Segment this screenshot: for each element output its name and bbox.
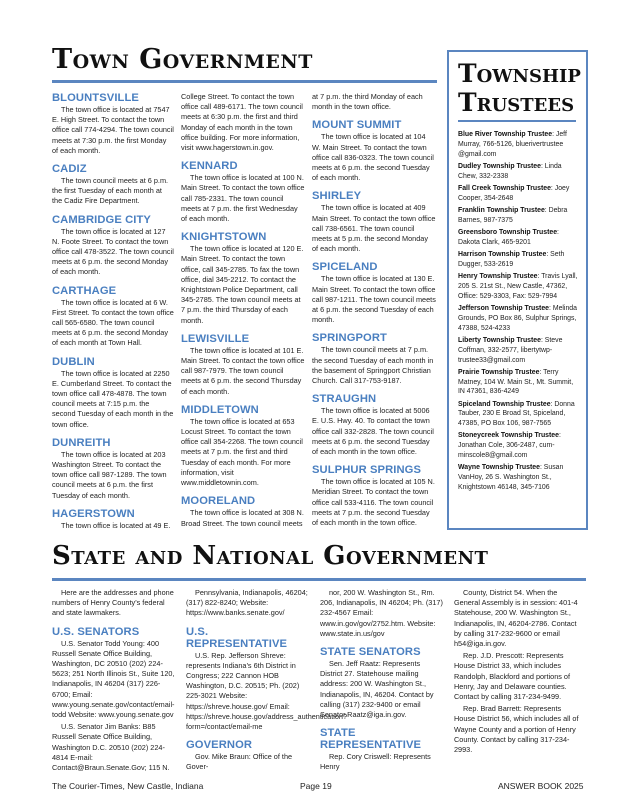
state-column-3 bbox=[320, 588, 444, 775]
section-heading: MOUNT SUMMIT bbox=[312, 119, 402, 132]
trustee-entry bbox=[458, 400, 580, 430]
trustee-label: Fall Creek Township Trustee bbox=[458, 184, 551, 192]
state-column-4 bbox=[454, 588, 582, 757]
section-heading: SPRINGPORT bbox=[312, 332, 387, 345]
section-body: Gov. Mike Braun: Office of the Gover- bbox=[186, 752, 293, 772]
trustee-label: Dudley Township Trustee bbox=[458, 162, 541, 170]
section-body: The town office is located at 409 Main Street. To contact the town office call 738-6561. The town council meets at 5 p.m. the second Monday of each month. bbox=[312, 203, 436, 254]
section-body: College Street. To contact the town office call 489-6171. The town council meets at 6:30 p.m. the first and third Monday of each month in the town office building. For more information, visit www.hagerstown.in.gov. bbox=[181, 92, 303, 153]
town-column-2 bbox=[181, 92, 305, 531]
town-title-rule bbox=[52, 80, 437, 83]
trustee-label: Stoneycreek Township Trustee bbox=[458, 432, 559, 440]
section-heading: SULPHUR SPRINGS bbox=[312, 464, 422, 477]
section-body: Pennsylvania, Indianapolis, 46204; (317) 822-8240; Website: https://www.banks.senate.gov/ bbox=[186, 588, 308, 618]
trustee-entry bbox=[458, 228, 580, 248]
trustee-entry bbox=[458, 463, 580, 493]
trustee-entry bbox=[458, 162, 580, 182]
section-body: The town office is located at 7547 E. High Street. To contact the town office call 774-4294. The town council meets at 7:30 p.m. the first Monday of each month. bbox=[52, 105, 174, 155]
section-body: The town office is located at 104 W. Main Street. To contact the town office call 836-0323. The town council meets at 6 p.m. the second Tuesday of each month. bbox=[312, 132, 434, 183]
section-body: The town office is located at 49 E. bbox=[61, 520, 171, 530]
section-heading: SHIRLEY bbox=[312, 190, 362, 203]
section-body: The town office is located at 101 E. Main Street. To contact the town office call 987-7979. The town council meets at 6 p.m. the second Thursday of each month. bbox=[181, 345, 305, 396]
section-heading: STATE SENATORS bbox=[320, 646, 421, 659]
section-body: The town office is located at 105 N. Meridian Street. To contact the town office call 533-4116. The town council meets at 7 p.m. the second Tuesday of each month in the town office. bbox=[312, 477, 435, 528]
trustee-label: Franklin Township Trustee bbox=[458, 206, 545, 214]
trustee-contact: : Jonathan Cole, 306-2487, cumminscole8@gmail.com bbox=[458, 432, 561, 460]
section-heading: U.S. SENATORS bbox=[52, 625, 140, 638]
trustee-entry bbox=[458, 184, 580, 204]
section-heading: LEWISVILLE bbox=[181, 332, 250, 345]
trustee-contact: : Donna Tauber, 230 E Broad St, Spiceland, 47385, PO Box 106, 987-7565 bbox=[458, 400, 575, 428]
trustee-entry bbox=[458, 206, 580, 226]
section-heading: STATE REPRESENTATIVE bbox=[320, 727, 422, 752]
section-body: Rep. Brad Barrett: Represents House District 56, which includes all of Wayne County and a portion of Henry County. Contact by calling 317-234-2993. bbox=[454, 704, 579, 755]
trustee-contact: : Linda Chew, 332-2338 bbox=[458, 162, 562, 180]
section-heading: SPICELAND bbox=[312, 261, 378, 274]
footer-page-number: Page 19 bbox=[300, 781, 332, 791]
section-body: The town council meets at 6 p.m. the first Tuesday of each month at the Cadiz Fire Department. bbox=[52, 176, 169, 206]
footer-publication: The Courier-Times, New Castle, Indiana bbox=[52, 781, 204, 791]
trustee-entry bbox=[458, 130, 580, 160]
section-heading: DUNREITH bbox=[52, 436, 111, 449]
section-heading: GOVERNOR bbox=[186, 739, 253, 752]
section-body: U.S. Senator Todd Young: 400 Russell Senate Office Building, Washington, DC 20510 (202) 224-5623; 251 North Illinois St., Suite 120, Indianapolis, IN 46204 (317) 226-6700; Email: www.young.senate.gov/contact/email-todd Website: www.young.senate.gov bbox=[52, 638, 175, 720]
section-heading: CAMBRIDGE CITY bbox=[52, 213, 151, 226]
section-body: U.S. Rep. Jefferson Shreve: represents Indiana’s 6th District in Congress; 222 Cannon HOB Washington, D.C. 20515; Ph. (202) 225-3021 Website: https://shreve.house.gov/ Email: https://shreve.house.gov/address_authentication?form=/contact/email-me bbox=[186, 650, 348, 732]
section-body: The town office is located at 100 N. Main Street. To contact the town office call 785-2331. The town council meets at 7 p.m. the first Wednesday of each month. bbox=[181, 173, 305, 224]
trustee-label: Blue River Township Trustee bbox=[458, 131, 553, 138]
section-heading: KENNARD bbox=[181, 160, 238, 173]
trustee-entry bbox=[458, 250, 580, 270]
section-heading: CARTHAGE bbox=[52, 284, 117, 297]
section-body: nor, 200 W. Washington St., Rm. 206, Indianapolis, IN 46204; Ph. (317) 232-4567 Email: www.in.gov/gov/2752.htm. Website: www.state.in.us/gov bbox=[320, 588, 443, 638]
section-heading: HAGERSTOWN bbox=[52, 507, 135, 520]
town-column-1 bbox=[52, 92, 174, 533]
section-heading: MOORELAND bbox=[181, 495, 256, 508]
section-body: Rep. J.D. Prescott: Represents House District 33, which includes Randolph, Blackford and portions of Henry, Jay and Delaware counties. Contact by calling 317-234-9499. bbox=[454, 651, 571, 702]
section-body: The town council meets at 7 p.m. the second Tuesday of each month in the basement of Springport Christian Church. Call 317-753-9187. bbox=[312, 345, 434, 386]
town-government-title: Town Government bbox=[52, 44, 313, 75]
trustee-label: Spiceland Township Trustee bbox=[458, 400, 551, 408]
section-body: The town office is located at 120 E. Main Street. To contact the town office, call 345-2785. To fax the town office, dial 345-2212. To contact the Knightstown Police Department, call 345-2785. The town council meets at 7 p.m. the third Thursday of each month. bbox=[181, 244, 304, 325]
trustee-entry bbox=[458, 336, 580, 366]
trustee-contact: : Melinda Grounds, PO Box 86, Sulphur Springs, 47388, 524-4233 bbox=[458, 304, 577, 332]
trustee-entry bbox=[458, 272, 580, 302]
section-body: The town office is located at 203 Washington Street. To contact the town office call 987-1289. The town council meets at 6 p.m. the first Tuesday of each month. bbox=[52, 449, 167, 500]
section-body: The town office is located at 5006 E. U.S. Hwy. 40. To contact the town office call 332-2828. The town council meets at 6 p.m. the second Tuesday of each month in the town office. bbox=[312, 406, 434, 457]
state-national-government-title: State and National Government bbox=[52, 541, 489, 571]
trustee-contact: : Seth Dugger, 533-2619 bbox=[458, 250, 565, 268]
township-trustees-list bbox=[458, 130, 580, 495]
section-body: Rep. Cory Criswell: Represents Henry bbox=[320, 752, 431, 772]
section-body: at 7 p.m. the third Monday of each month in the town office. bbox=[312, 92, 423, 112]
trustee-label: Prairie Township Trustee bbox=[458, 368, 540, 376]
section-heading: DUBLIN bbox=[52, 355, 95, 368]
section-body: Sen. Jeff Raatz: Represents District 27. Statehouse mailing address: 200 W. Washington St., Indianapolis, IN, 46204. Contact by calling (317) 232-9400 or email Senator.Raatz@iga.in.gov. bbox=[320, 659, 434, 720]
township-trustees-title-line1: Township bbox=[458, 59, 581, 88]
trustee-contact: : Jeff Murray, 766-5126, bluerivertrustee @gmail.com bbox=[458, 131, 567, 158]
trustee-label: Wayne Township Trustee bbox=[458, 464, 540, 472]
state-title-rule bbox=[52, 578, 586, 581]
trustee-contact: : Susan VanHoy, 26 S. Washington St., Knightstown 46148, 345-7106 bbox=[458, 464, 564, 492]
trustee-contact: : Travis Lyall, 205 S. 21st St., New Castle, 47362, Office: 529-3303, Fax: 529-7994 bbox=[458, 272, 578, 300]
trustee-contact: : Debra Barnes, 987-7375 bbox=[458, 206, 568, 224]
trustee-contact: : Steve Coffman, 332-2577, libertytwptrustee33@gmail.com bbox=[458, 336, 563, 364]
trustee-contact: : Dakota Clark, 465-9201 bbox=[458, 228, 559, 246]
section-heading: CADIZ bbox=[52, 163, 87, 176]
section-heading: STRAUGHN bbox=[312, 393, 377, 406]
trustee-contact: : Terry Matney, 104 W. Main St., Mt. Summit, IN 47361, 836-4249 bbox=[458, 368, 574, 396]
section-heading: BLOUNTSVILLE bbox=[52, 92, 139, 104]
section-body: County, District 54. When the General Assembly is in session: 401-4 Statehouse, 200 W. Washington St., Indianapolis, IN, 46204-2786. Contact by calling 317-232-9600 or email h54@iga.in.gov. bbox=[454, 588, 578, 649]
footer-answer-book: ANSWER BOOK 2025 bbox=[498, 781, 584, 791]
township-trustees-title bbox=[458, 59, 581, 117]
state-column-1 bbox=[52, 588, 176, 775]
township-trustees-title-line2: Trustees bbox=[458, 88, 575, 117]
town-column-3 bbox=[312, 92, 436, 530]
section-body: The town office is located at 127 N. Foote Street. To contact the town office call 478-3522. The town council meets at 6 p.m. the second Monday of each month. bbox=[52, 226, 174, 277]
trustee-label: Liberty Township Trustee bbox=[458, 336, 541, 344]
trustee-label: Greensboro Township Trustee bbox=[458, 228, 558, 236]
township-trustees-rule bbox=[458, 120, 576, 122]
section-body: The town office is located at 6 W. First Street. To contact the town office call 565-6580. The town council meets at 6 p.m. the second Monday of each month at Town Hall. bbox=[52, 297, 174, 348]
trustee-label: Henry Township Trustee bbox=[458, 272, 538, 280]
section-heading: KNIGHTSTOWN bbox=[181, 231, 267, 244]
trustee-contact: : Joey Cooper, 354-2648 bbox=[458, 184, 570, 202]
trustee-entry bbox=[458, 431, 580, 461]
trustee-entry bbox=[458, 304, 580, 334]
section-body: The town office is located at 130 E. Main Street. To contact the town office call 987-1211. The town council meets at 6 p.m. the second Tuesday of each month. bbox=[312, 274, 436, 325]
section-body: Here are the addresses and phone numbers of Henry County’s federal and state lawmakers. bbox=[52, 588, 174, 618]
section-heading: MIDDLETOWN bbox=[181, 403, 259, 416]
trustee-label: Jefferson Township Trustee bbox=[458, 304, 549, 312]
section-body: The town office is located at 2250 E. Cumberland Street. To contact the town office call 478-4878. The town council meets at 7:15 p.m. the second Tuesday of each month in the town office. bbox=[52, 368, 174, 429]
trustee-entry bbox=[458, 368, 580, 398]
section-body: The town office is located at 308 N. Broad Street. The town council meets bbox=[181, 508, 304, 528]
section-body: U.S. Senator Jim Banks: B85 Russell Senate Office Building, Washington D.C. 20510 (202) 224-4814 E-mail: Contact@Braun.Senate.Gov; 115 N. bbox=[52, 722, 170, 773]
section-body: The town office is located at 653 Locust Street. To contact the town office call 354-2268. The town council meets at 7 p.m. the first and third Tuesday of each month. For more information, visit www.middletownin.com. bbox=[181, 416, 303, 488]
trustee-label: Harrison Township Trustee bbox=[458, 250, 547, 258]
township-trustees-box bbox=[447, 50, 588, 530]
state-column-2 bbox=[186, 588, 348, 775]
section-heading: U.S. REPRESENTATIVE bbox=[186, 625, 288, 650]
